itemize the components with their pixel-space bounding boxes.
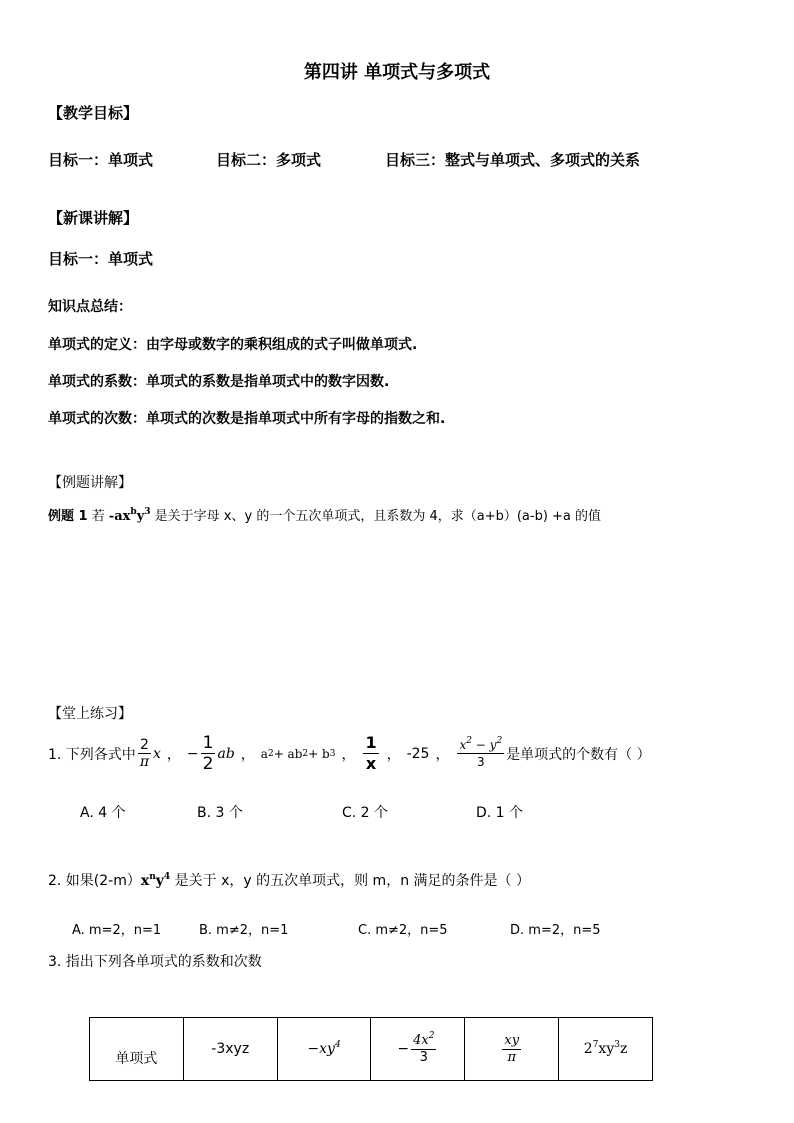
term: xy [598, 1041, 615, 1057]
term: x [459, 738, 467, 752]
goal-3: 目标三：整式与单项式、多项式的关系 [385, 151, 641, 169]
q1-expr-5: -25 [406, 745, 430, 762]
table-cell: -3xyz [183, 1018, 277, 1081]
q1-suffix: 是单项式的个数有（ ） [506, 746, 651, 763]
q2-expr [141, 873, 170, 889]
separator: ， [341, 746, 356, 763]
q1-option-a: A. 4 个 [80, 805, 126, 821]
example-post: 是关于字母 x、y 的一个五次单项式，且系数为 4，求（a+b）(a-b) +a 的值 [150, 509, 602, 524]
question-3: 3. 指出下列各单项式的系数和次数 [48, 954, 262, 970]
fraction [138, 737, 151, 770]
exponent: 2 [496, 736, 503, 746]
term: y [155, 873, 164, 889]
term: + b [308, 746, 330, 761]
definition-monomial: 单项式的定义：由字母或数字的乘积组成的式子叫做单项式. [48, 337, 418, 353]
fraction [457, 737, 504, 770]
fraction [502, 1033, 521, 1066]
denominator: π [507, 1049, 516, 1065]
sign: − [186, 745, 199, 762]
exponent: 3 [614, 1040, 620, 1050]
exponent: 2 [428, 1030, 435, 1041]
example-pre: 若 [87, 509, 109, 524]
q1-option-d: D. 1 个 [476, 805, 524, 821]
denominator: 3 [476, 755, 485, 769]
term: z [619, 1041, 628, 1057]
numerator: 1 [365, 733, 377, 752]
numerator: 2 [139, 737, 149, 753]
q2-option-b: B. m≠2，n=1 [199, 923, 289, 938]
q1-option-b: B. 3 个 [197, 805, 243, 821]
q1-prefix: 1. 下列各式中 [48, 746, 136, 763]
term: −xy [307, 1041, 335, 1057]
separator: ， [386, 746, 401, 763]
sign: − [397, 1041, 410, 1057]
section-practice: 【堂上练习】 [48, 706, 132, 722]
definition-degree: 单项式的次数：单项式的次数是指单项式中所有字母的指数之和. [48, 411, 446, 427]
numerator: xy [504, 1032, 520, 1048]
q2-prefix: 2. 如果(2-m） [48, 873, 141, 889]
table-cell [559, 1018, 653, 1081]
denominator: 2 [202, 754, 214, 774]
q1-expr-4 [361, 733, 380, 774]
fraction [363, 733, 378, 774]
numerator [411, 1030, 436, 1050]
table-cell [371, 1018, 465, 1081]
separator: ， [240, 746, 255, 763]
term: − y [471, 738, 497, 752]
example-label: 例题 1 [48, 509, 88, 524]
term: 4x [413, 1032, 429, 1048]
section-example: 【例题讲解】 [48, 475, 132, 491]
expr-part: y [136, 509, 145, 524]
section-goals: 【教学目标】 [48, 104, 139, 122]
q2-option-a: A. m=2，n=1 [72, 923, 162, 938]
section-new: 【新课讲解】 [48, 209, 139, 227]
example-expr [109, 509, 151, 524]
summary-heading: 知识点总结： [48, 299, 132, 315]
exponent: 2 [466, 736, 472, 746]
denominator: π [139, 754, 150, 770]
question-1 [48, 733, 651, 774]
exponent: n [149, 872, 156, 882]
expr-sup: b [130, 507, 137, 517]
table-row [90, 1018, 653, 1081]
cell-expr [397, 1030, 438, 1066]
numerator [457, 737, 504, 754]
page-title: 第四讲 单项式与多项式 [303, 62, 491, 83]
denominator: 3 [419, 1049, 428, 1065]
example-1 [48, 505, 601, 524]
numerator: 1 [202, 733, 214, 753]
table-cell [465, 1018, 559, 1081]
q1-expr-6 [455, 737, 506, 770]
fraction [201, 733, 216, 774]
q2-option-c: C. m≠2，n=5 [358, 923, 448, 938]
q1-expr-2 [187, 733, 235, 774]
q1-option-c: C. 2 个 [342, 805, 389, 821]
goal1-heading: 目标一：单项式 [48, 250, 154, 268]
term: 2 [583, 1041, 593, 1057]
goal-1: 目标一：单项式 [48, 151, 154, 169]
q1-expr-1 [136, 737, 161, 770]
separator: ， [166, 746, 181, 763]
q2-option-d: D. m=2，n=5 [510, 923, 601, 938]
exponent: 7 [592, 1040, 599, 1050]
term: x [140, 873, 150, 889]
monomial-table [89, 1017, 653, 1081]
table-cell [277, 1018, 371, 1081]
question-2 [48, 870, 530, 890]
denominator: x [365, 754, 377, 773]
table-header-cell: 单项式 [90, 1018, 184, 1081]
expr-sup: 3 [144, 507, 151, 517]
exponent: 4 [163, 872, 171, 882]
separator: ， [435, 746, 450, 763]
expr-part: -ax [108, 509, 131, 524]
variable: ab [217, 745, 235, 762]
definition-coefficient: 单项式的系数：单项式的系数是指单项式中的数字因数. [48, 374, 390, 390]
term: a [260, 746, 268, 761]
q1-expr-3: a 2 + ab 2 + b 3 [260, 746, 336, 761]
q2-suffix: 是关于 x，y 的五次单项式，则 m，n 满足的条件是（ ） [170, 873, 530, 889]
fraction [411, 1030, 436, 1066]
term: + ab [273, 746, 303, 761]
exponent: 4 [334, 1040, 341, 1050]
goal-2: 目标二：多项式 [216, 151, 322, 169]
variable: x [153, 745, 161, 762]
